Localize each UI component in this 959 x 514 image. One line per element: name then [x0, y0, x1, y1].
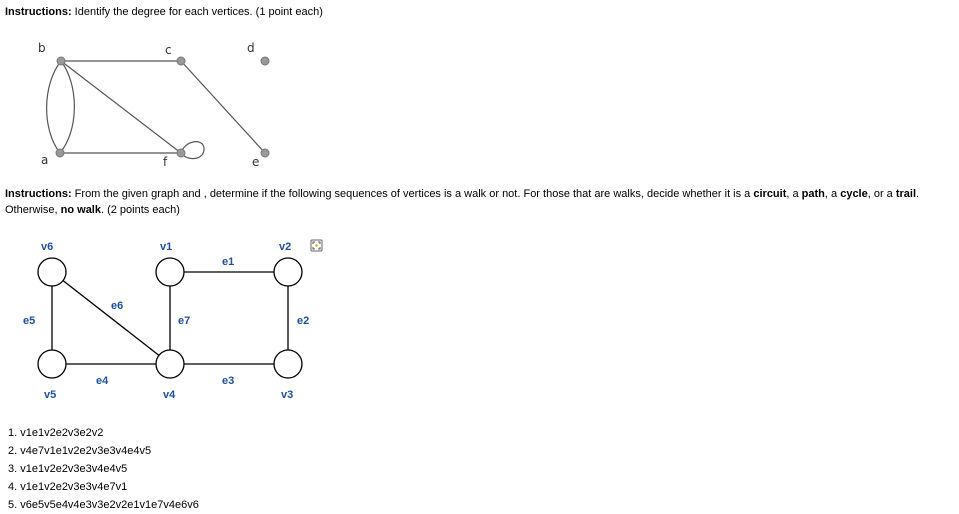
instruction-2-text-6: . (2 points each) — [100, 204, 180, 216]
label-e: e — [252, 155, 260, 169]
term-trail: trail — [895, 188, 917, 200]
vertex-d — [261, 57, 269, 65]
vertex-v4 — [156, 350, 184, 378]
label-b: b — [38, 41, 46, 55]
vertex-v1 — [156, 258, 184, 286]
sequence-item: 2. v4e7v1e1v2e2v3e3v4e4v5 — [8, 445, 152, 457]
vertex-v6 — [38, 258, 66, 286]
label-v2: v2 — [279, 241, 292, 253]
label-d: d — [247, 41, 255, 55]
vertex-v2 — [274, 258, 302, 286]
label-v1: v1 — [160, 241, 173, 253]
label-a: a — [41, 153, 49, 167]
instruction-2-text-3: , a — [824, 188, 841, 200]
label-v6: v6 — [41, 241, 54, 253]
term-path: path — [801, 188, 825, 200]
vertex-c — [177, 57, 185, 65]
graph-1 — [47, 61, 265, 159]
label-e3: e3 — [222, 375, 235, 387]
label-v5: v5 — [44, 389, 57, 401]
sequence-item: 5. v6e5v5e4v4e3v3e2v2e1v1e7v4e6v6 — [8, 499, 199, 511]
label-e5: e5 — [23, 315, 36, 327]
instruction-2-text-5: . Otherwise, — [5, 188, 920, 216]
vertex-v3 — [274, 350, 302, 378]
graph-1-vertices — [56, 57, 269, 157]
vertex-a — [56, 149, 64, 157]
term-cycle: cycle — [840, 188, 868, 200]
sequence-item: 1. v1e1v2e2v3e2v2 — [8, 427, 104, 439]
label-e2: e2 — [297, 315, 310, 327]
edge-e6 — [52, 272, 170, 364]
instruction-2-prefix: Instructions: — [5, 188, 72, 200]
instruction-2 — [5, 186, 955, 218]
label-f: f — [163, 155, 168, 169]
expand-icon[interactable] — [311, 240, 322, 251]
label-e4: e4 — [96, 375, 109, 387]
label-c: c — [165, 43, 172, 57]
sequence-item: 3. v1e1v2e2v3e3v4e4v5 — [8, 463, 128, 475]
edge-a-b-right — [60, 61, 74, 153]
label-e6: e6 — [111, 300, 124, 312]
vertex-f — [177, 149, 185, 157]
label-e7: e7 — [178, 315, 191, 327]
sequence-item: 4. v1e1v2e2v3e3v4e7v1 — [8, 481, 128, 493]
sequence-list — [8, 424, 199, 514]
term-no-walk: no walk — [60, 204, 101, 216]
instruction-1-prefix: Instructions: — [5, 6, 72, 18]
vertex-v5 — [38, 350, 66, 378]
edge-b-f — [61, 61, 181, 153]
vertex-e — [261, 149, 269, 157]
edge-a-b-left — [47, 61, 61, 153]
label-e1: e1 — [222, 256, 235, 268]
instruction-1-text: Identify the degree for each vertices. (1 point each) — [71, 6, 323, 18]
edge-c-e — [181, 61, 265, 153]
label-v4: v4 — [163, 389, 176, 401]
instruction-2-text-2: , a — [786, 188, 802, 200]
term-circuit: circuit — [753, 188, 787, 200]
instruction-2-text-4: , or a — [867, 188, 896, 200]
instruction-2-text-1: From the given graph and , determine if the following sequences of vertices is a walk or not. For those that are walks, decide whether it is a — [71, 188, 754, 200]
vertex-b — [57, 57, 65, 65]
label-v3: v3 — [281, 389, 294, 401]
